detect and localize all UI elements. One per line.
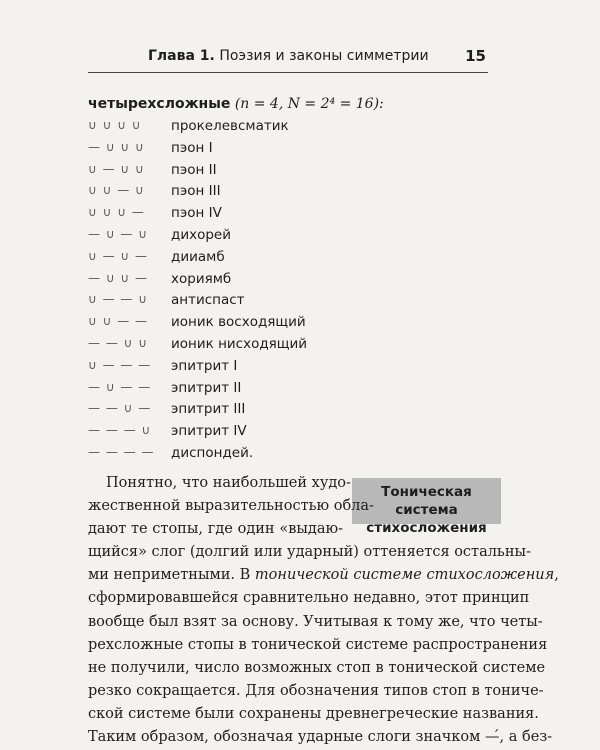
- foot-row: [88, 205, 468, 227]
- foot-name: эпитрит II: [171, 379, 242, 396]
- para-line: не получили, число возможных стоп в тонической системе: [88, 659, 546, 676]
- foot-row: [88, 358, 468, 380]
- foot-row: [88, 249, 468, 271]
- foot-scheme: ∪ ∪ ∪ ∪: [88, 118, 142, 132]
- foot-name: пэон IV: [171, 205, 222, 222]
- foot-name: антиспаст: [171, 292, 245, 309]
- foot-name: эпитрит III: [171, 401, 246, 418]
- foot-row: [88, 140, 468, 162]
- foot-row: [88, 183, 468, 205]
- foot-row: [88, 292, 468, 314]
- foot-name: дихорей: [171, 226, 232, 243]
- foot-name: дииамб: [171, 248, 225, 265]
- para-line: резко сокращается. Для обозначения типов стоп в тониче-: [88, 682, 544, 699]
- foot-scheme: ∪ — ∪ —: [88, 248, 149, 263]
- margin-note-line1: Тоническая система: [381, 484, 472, 518]
- page-number: 15: [465, 47, 486, 65]
- foot-row: [88, 380, 468, 402]
- intro-formula: (n = 4, N = 2⁴ = 16):: [234, 96, 384, 112]
- foot-scheme: — — ∪ ∪: [88, 335, 149, 350]
- foot-row: [88, 227, 468, 249]
- foot-row: [88, 423, 468, 445]
- foot-row: [88, 314, 468, 336]
- foot-name: пэон I: [171, 139, 213, 156]
- para-line: сформировавшейся сравнительно недавно, этот принцип: [88, 590, 530, 607]
- foot-scheme: — ∪ — ∪: [88, 226, 149, 241]
- foot-scheme: ∪ — — ∪: [88, 292, 149, 307]
- feet-list: [88, 118, 468, 467]
- foot-scheme: ∪ ∪ — ∪: [88, 183, 145, 198]
- margin-note-line2: стихосложения: [366, 520, 487, 536]
- para-line: вообще был взят за основу. Учитывая к тому же, что четы-: [88, 613, 543, 630]
- foot-name: диспондей.: [171, 444, 254, 461]
- para-line: рехсложные стопы в тонической системе распространения: [88, 636, 548, 653]
- chapter-label: Глава 1.: [148, 48, 215, 64]
- foot-name: эпитрит IV: [171, 423, 247, 440]
- para-line: дают те стопы, где один «выдаю-: [88, 521, 343, 538]
- para-italic-term: тонической системе стихосложения: [254, 567, 555, 584]
- foot-row: [88, 118, 468, 140]
- foot-scheme: — ∪ ∪ ∪: [88, 139, 145, 154]
- foot-scheme: ∪ — — —: [88, 357, 152, 372]
- foot-name: эпитрит I: [171, 357, 238, 374]
- foot-name: хориямб: [171, 270, 232, 287]
- chapter-title: Поэзия и законы симметрии: [219, 48, 429, 64]
- foot-scheme: — ∪ — —: [88, 379, 152, 394]
- foot-scheme: — — — ∪: [88, 423, 152, 438]
- intro-line: [88, 96, 384, 112]
- foot-row: [88, 162, 468, 184]
- para-line: жественной выразительностью обла-: [88, 498, 374, 515]
- body-paragraph: [88, 472, 559, 749]
- intro-word: четырехсложные: [88, 96, 231, 112]
- foot-scheme: — — — —: [88, 444, 155, 459]
- foot-scheme: ∪ ∪ — —: [88, 314, 149, 329]
- foot-scheme: ∪ — ∪ ∪: [88, 161, 145, 176]
- para-text: ми неприметными. В: [88, 567, 255, 584]
- para-line: щийся» слог (долгий или ударный) оттеняется остальны-: [88, 544, 531, 561]
- foot-row: [88, 401, 468, 423]
- foot-row: [88, 336, 468, 358]
- para-text: ,: [554, 567, 559, 584]
- para-line: [88, 564, 559, 587]
- para-line: Таким образом, обозначая ударные слоги значком —́, а без-: [88, 729, 553, 746]
- foot-scheme: — — ∪ —: [88, 401, 152, 416]
- para-line: Понятно, что наибольшей худо-: [106, 475, 351, 491]
- running-header: [88, 44, 488, 73]
- foot-name: пэон II: [171, 161, 217, 178]
- foot-name: ионик нисходящий: [171, 335, 308, 352]
- foot-scheme: — ∪ ∪ —: [88, 270, 149, 285]
- foot-name: ионик восходящий: [171, 314, 306, 331]
- foot-scheme: ∪ ∪ ∪ —: [88, 205, 145, 220]
- foot-name: прокелевсматик: [171, 118, 289, 134]
- chapter-heading: [148, 48, 429, 64]
- para-line: ской системе были сохранены древнегреческие названия.: [88, 705, 539, 722]
- foot-name: пэон III: [171, 183, 221, 200]
- foot-row: [88, 445, 468, 467]
- foot-row: [88, 271, 468, 293]
